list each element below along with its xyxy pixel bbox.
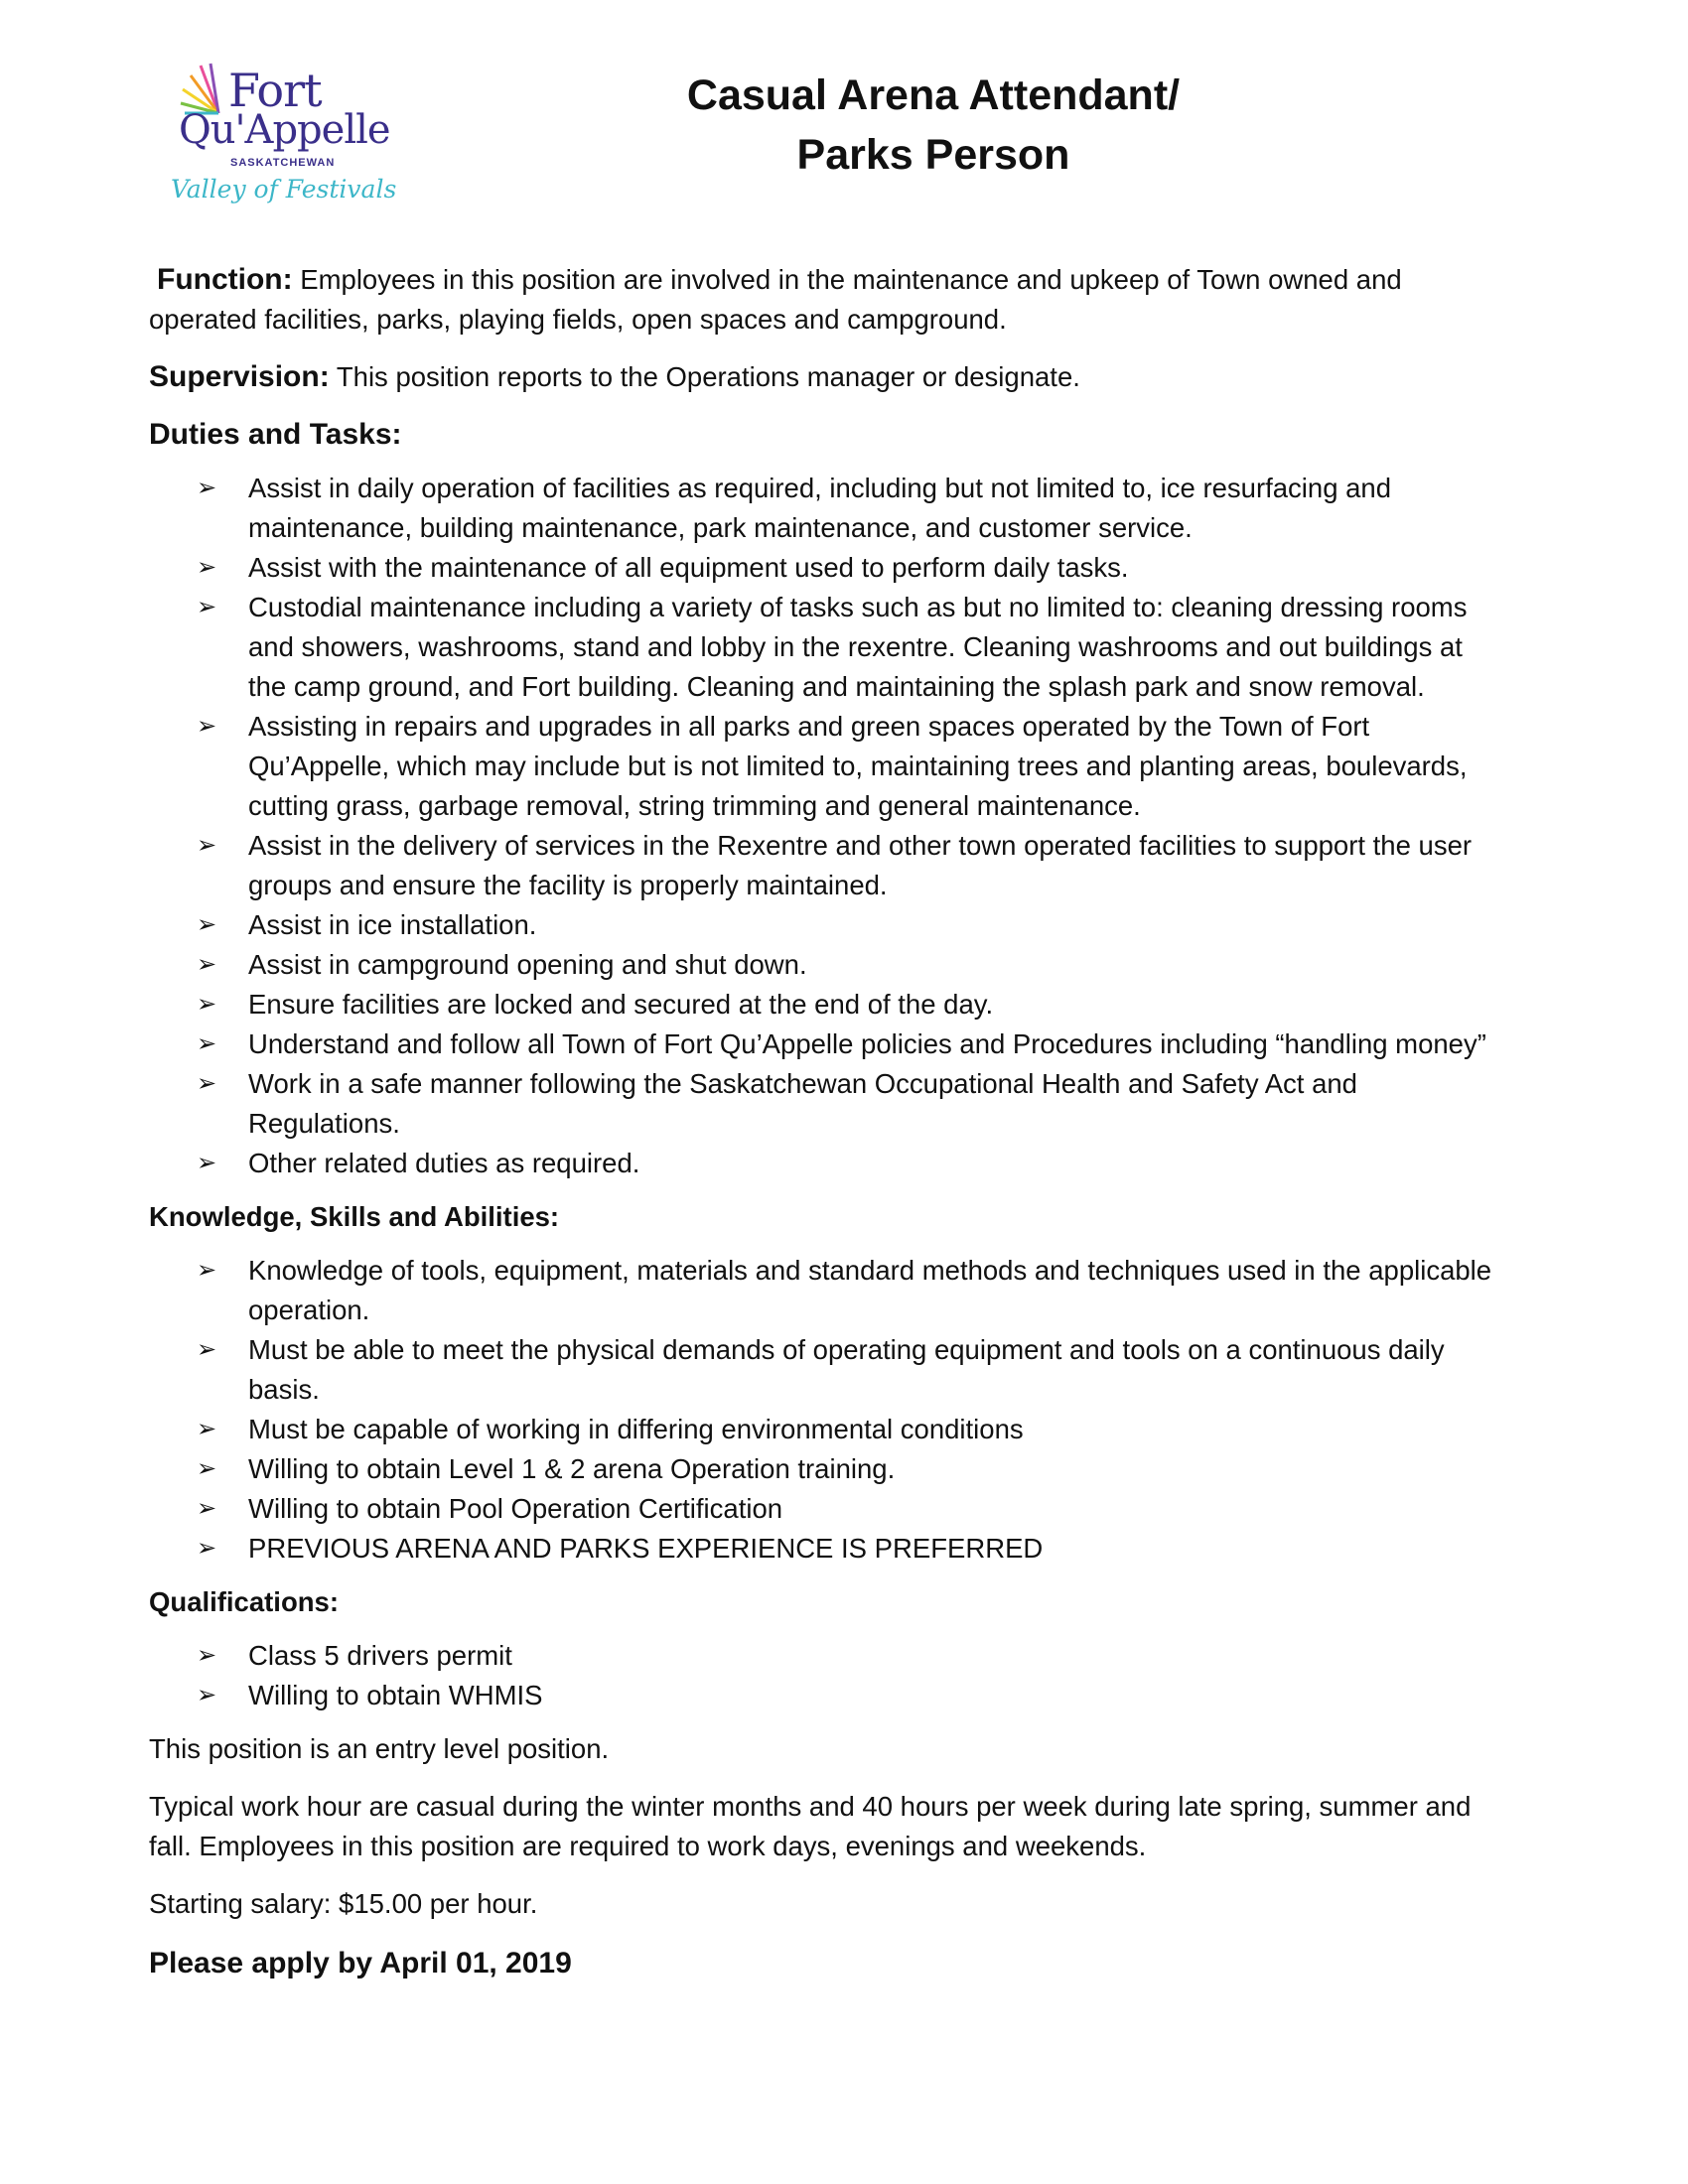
arrow-bullet-icon: ➢: [197, 713, 217, 740]
list-item-text: Work in a safe manner following the Saskatchewan Occupational Health and Safety Act and Regulations.: [248, 1068, 1357, 1139]
arrow-bullet-icon: ➢: [197, 911, 217, 938]
list-item: [197, 1330, 1499, 1410]
arrow-bullet-icon: ➢: [197, 832, 217, 859]
list-item-text: Assist with the maintenance of all equipment used to perform daily tasks.: [248, 552, 1129, 583]
arrow-bullet-icon: ➢: [197, 1030, 217, 1057]
list-item-text: Ensure facilities are locked and secured at the end of the day.: [248, 989, 994, 1020]
apply-by-deadline: Please apply by April 01, 2019: [149, 1947, 572, 1979]
function-text: Employees in this position are involved in the maintenance and upkeep of Town owned and operated facilities, parks, playing fields, open spaces and campground.: [149, 264, 1402, 335]
document-body: [149, 260, 1499, 1983]
logo-province-text: SASKATCHEWAN: [230, 157, 336, 169]
list-item: [197, 1251, 1499, 1330]
arrow-bullet-icon: ➢: [197, 1150, 217, 1176]
arrow-bullet-icon: ➢: [197, 1495, 217, 1522]
function-label: Function:: [157, 263, 293, 296]
list-item-text: PREVIOUS ARENA AND PARKS EXPERIENCE IS PREFERRED: [248, 1533, 1044, 1564]
list-item: [197, 1144, 1499, 1183]
list-item-text: Assist in campground opening and shut down.: [248, 949, 807, 980]
list-item: [197, 1676, 1499, 1715]
title-line-1: Casual Arena Attendant/: [686, 71, 1181, 119]
arrow-bullet-icon: ➢: [197, 1336, 217, 1363]
logo-quappelle-text: Qu'Appelle: [179, 107, 390, 153]
list-item: [197, 548, 1499, 588]
arrow-bullet-icon: ➢: [197, 991, 217, 1018]
arrow-bullet-icon: ➢: [197, 1455, 217, 1482]
list-item: [197, 1529, 1499, 1569]
qualifications-list: [149, 1636, 1499, 1715]
list-item-text: Must be capable of working in differing environmental conditions: [248, 1414, 1024, 1444]
arrow-bullet-icon: ➢: [197, 1642, 217, 1669]
arrow-bullet-icon: ➢: [197, 1070, 217, 1097]
list-item-text: Assist in the delivery of services in the Rexentre and other town operated facilities to support the user groups and ensure the facility is properly maintained.: [248, 830, 1473, 900]
list-item-text: Knowledge of tools, equipment, materials and standard methods and techniques used in the applicable operation.: [248, 1255, 1492, 1325]
supervision-text: This position reports to the Operations manager or designate.: [329, 361, 1080, 392]
entry-level-text: This position is an entry level position.: [149, 1733, 610, 1764]
list-item-text: Willing to obtain Pool Operation Certification: [248, 1493, 783, 1524]
fort-quappelle-logo: [171, 62, 397, 220]
supervision-label: Supervision:: [149, 360, 330, 393]
arrow-bullet-icon: ➢: [197, 475, 217, 501]
ksa-list: [149, 1251, 1499, 1569]
arrow-bullet-icon: ➢: [197, 594, 217, 620]
page-title: [586, 66, 1281, 185]
function-paragraph: [149, 260, 1499, 340]
list-item: [197, 985, 1499, 1024]
arrow-bullet-icon: ➢: [197, 554, 217, 581]
logo-tagline: Valley of Festivals: [171, 175, 397, 204]
list-item: [197, 1449, 1499, 1489]
arrow-bullet-icon: ➢: [197, 1535, 217, 1562]
logo-fort-text: Fort: [228, 64, 322, 117]
list-item: [197, 826, 1499, 905]
list-item-text: Willing to obtain Level 1 & 2 arena Operation training.: [248, 1453, 896, 1484]
qualifications-heading: Qualifications:: [149, 1586, 339, 1617]
arrow-bullet-icon: ➢: [197, 1682, 217, 1708]
duties-heading: Duties and Tasks:: [149, 418, 402, 451]
arrow-bullet-icon: ➢: [197, 1257, 217, 1284]
list-item: [197, 469, 1499, 548]
supervision-paragraph: [149, 357, 1499, 397]
list-item-text: Understand and follow all Town of Fort Qu’Appelle policies and Procedures including “handling money”: [248, 1028, 1486, 1059]
list-item: [197, 588, 1499, 707]
ksa-heading: Knowledge, Skills and Abilities:: [149, 1201, 560, 1232]
list-item-text: Assisting in repairs and upgrades in all parks and green spaces operated by the Town of Fort Qu’Appelle, which may include but is not limited to, maintaining trees and planting areas, boulevards, cutting grass, garbage removal, string trimming and general maintenance.: [248, 711, 1468, 821]
list-item-text: Assist in ice installation.: [248, 909, 537, 940]
duties-list: [149, 469, 1499, 1183]
arrow-bullet-icon: ➢: [197, 1416, 217, 1442]
list-item-text: Other related duties as required.: [248, 1148, 640, 1178]
list-item: [197, 1636, 1499, 1676]
list-item-text: Assist in daily operation of facilities as required, including but not limited to, ice resurfacing and maintenance, building maintenance, park maintenance, and customer service.: [248, 473, 1392, 543]
work-hours-text: Typical work hour are casual during the winter months and 40 hours per week during late spring, summer and fall. Employees in this position are required to work days, evenings and weekends.: [149, 1791, 1472, 1861]
list-item: [197, 1410, 1499, 1449]
list-item-text: Class 5 drivers permit: [248, 1640, 512, 1671]
list-item: [197, 1024, 1499, 1064]
list-item-text: Must be able to meet the physical demands of operating equipment and tools on a continuous daily basis.: [248, 1334, 1445, 1405]
list-item: [197, 1489, 1499, 1529]
salary-text: Starting salary: $15.00 per hour.: [149, 1888, 538, 1919]
title-line-2: Parks Person: [796, 131, 1070, 179]
list-item-text: Willing to obtain WHMIS: [248, 1680, 543, 1710]
list-item: [197, 905, 1499, 945]
list-item: [197, 1064, 1499, 1144]
arrow-bullet-icon: ➢: [197, 951, 217, 978]
list-item: [197, 945, 1499, 985]
list-item-text: Custodial maintenance including a variety of tasks such as but no limited to: cleaning dressing rooms and showers, washrooms, stand and lobby in the rexentre. Cleaning washrooms and out buildings at the camp ground, and Fort building. Cleaning and maintaining the splash park and snow removal.: [248, 592, 1468, 702]
list-item: [197, 707, 1499, 826]
